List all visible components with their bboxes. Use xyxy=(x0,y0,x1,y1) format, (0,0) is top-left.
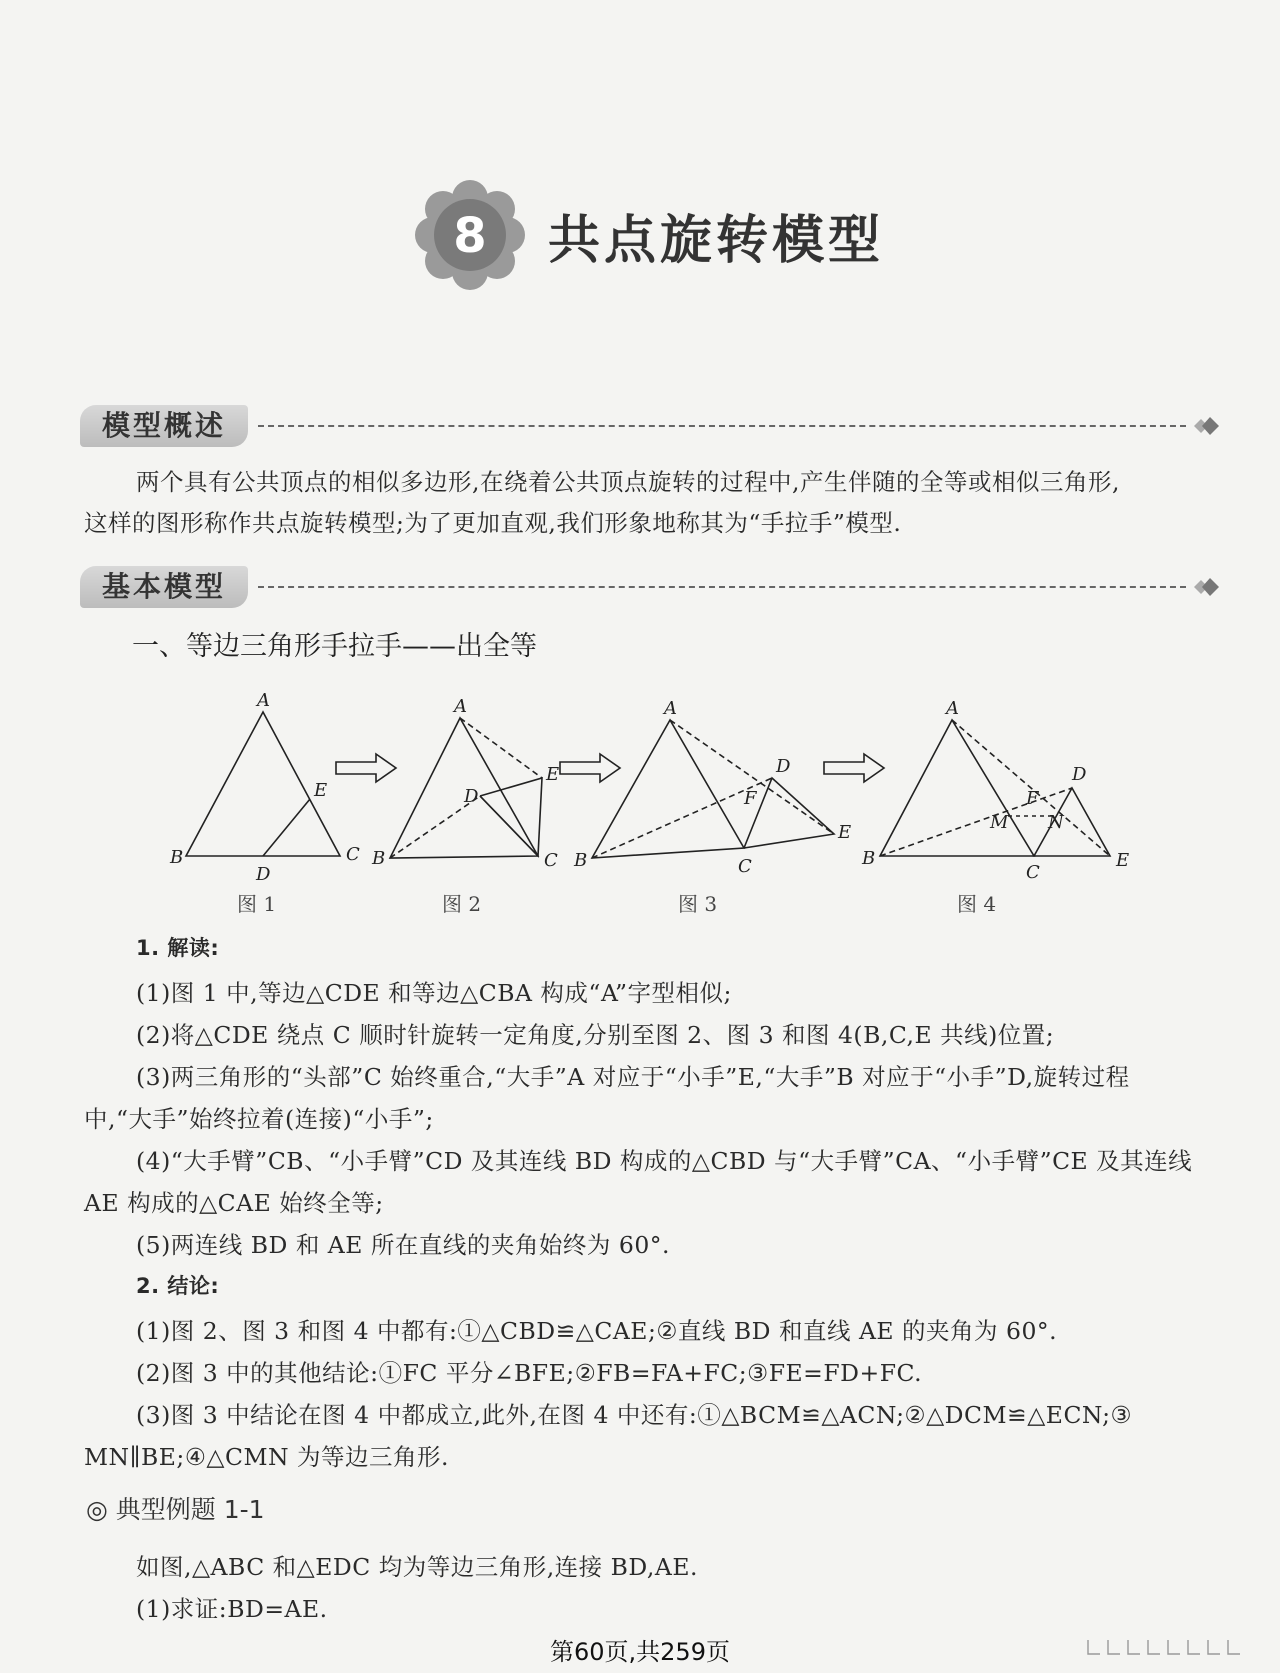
interpretation-line: 中,“大手”始终拉着(连接)“小手”; xyxy=(84,1105,434,1133)
overview-line-2: 这样的图形称作共点旋转模型;为了更加直观,我们形象地称其为“手拉手”模型. xyxy=(84,509,902,537)
label-d: D xyxy=(776,756,791,777)
overview-line-1: 两个具有公共顶点的相似多边形,在绕着公共顶点旋转的过程中,产生伴随的全等或相似三角形, xyxy=(136,468,1120,496)
figure-caption: 图 2 xyxy=(442,892,482,916)
page-indicator: 第60页,共259页 xyxy=(550,1638,730,1666)
figure-3-triangle-abc xyxy=(592,720,744,858)
section-title: 基本模型 xyxy=(80,566,248,608)
label-f: F xyxy=(1026,788,1039,809)
label-d: D xyxy=(256,864,271,885)
figure-2-segment-ae xyxy=(460,718,542,778)
figure-1-segment-de xyxy=(263,799,310,856)
interpretation-line: (4)“大手臂”CB、“小手臂”CD 及其连线 BD 构成的△CBD 与“大手臂”CA、“小手臂”CE 及其连线 xyxy=(136,1147,1193,1175)
section-header-basic-model xyxy=(80,566,1220,610)
label-b: B xyxy=(574,850,588,871)
example-heading: ◎ 典型例题 1-1 xyxy=(86,1495,265,1524)
label-a: A xyxy=(664,698,677,719)
overview-paragraph xyxy=(84,462,1224,544)
chapter-number: 8 xyxy=(453,208,487,264)
section-header-overview xyxy=(80,405,1220,449)
figure-caption: 图 1 xyxy=(237,892,277,916)
conclusion-line: (1)图 2、图 3 和图 4 中都有:①△CBD≌△CAE;②直线 BD 和直线 AE 的夹角为 60°. xyxy=(136,1317,1058,1345)
conclusion-line: MN∥BE;④△CMN 为等边三角形. xyxy=(84,1443,450,1471)
label-n: N xyxy=(1048,812,1064,833)
chapter-number-badge xyxy=(415,180,525,290)
interpretation-line: (2)将△CDE 绕点 C 顺时针旋转一定角度,分别至图 2、图 3 和图 4(B,C,E 共线)位置; xyxy=(136,1021,1055,1049)
label-d: D xyxy=(1072,764,1087,785)
label-a: A xyxy=(257,690,270,711)
figure-4-triangle-abc xyxy=(880,720,1034,856)
example-line: 如图,△ABC 和△EDC 均为等边三角形,连接 BD,AE. xyxy=(136,1553,698,1581)
label-e: E xyxy=(314,780,328,801)
interpretation-line: (3)两三角形的“头部”C 始终重合,“大手”A 对应于“小手”E,“大手”B 对应于“小手”D,旋转过程 xyxy=(136,1063,1130,1091)
label-e: E xyxy=(1116,850,1130,871)
arrow-right-icon xyxy=(560,754,620,782)
conclusion-line: (2)图 3 中的其他结论:①FC 平分∠BFE;②FB=FA+FC;③FE=FD+FC. xyxy=(136,1359,923,1387)
dashed-divider xyxy=(258,425,1186,427)
dashed-divider xyxy=(258,586,1186,588)
figure-2-triangle-cde xyxy=(480,778,542,856)
geometry-figures xyxy=(160,688,1150,888)
figure-caption: 图 3 xyxy=(678,892,718,916)
label-c: C xyxy=(1026,862,1040,883)
figure-4-segment-bd xyxy=(880,788,1072,856)
label-c: C xyxy=(738,856,752,877)
subsection-heading: 一、等边三角形手拉手——出全等 xyxy=(132,631,537,662)
label-b: B xyxy=(862,848,876,869)
interpretation-line: AE 构成的△CAE 始终全等; xyxy=(84,1189,384,1217)
label-e: E xyxy=(838,822,852,843)
label-c: C xyxy=(346,844,360,865)
label-a: A xyxy=(454,696,467,717)
label-a: A xyxy=(946,698,959,719)
label-e: E xyxy=(546,764,560,785)
chapter-title: 共点旋转模型 xyxy=(548,211,885,271)
section-title: 模型概述 xyxy=(80,405,248,447)
label-b: B xyxy=(372,848,386,869)
label-f: F xyxy=(744,788,757,809)
label-d: D xyxy=(464,786,479,807)
interpretation-line: (1)图 1 中,等边△CDE 和等边△CBA 构成“A”字型相似; xyxy=(136,979,732,1007)
diamond-ornament-icon xyxy=(1186,413,1220,439)
arrow-right-icon xyxy=(336,754,396,782)
scroll-handle-icon[interactable] xyxy=(1086,1638,1256,1658)
conclusion-line: (3)图 3 中结论在图 4 中都成立,此外,在图 4 中还有:①△BCM≌△ACN;②△DCM≌△ECN;③ xyxy=(136,1401,1133,1429)
example-line: (1)求证:BD=AE. xyxy=(136,1595,328,1623)
interpretation-line: (5)两连线 BD 和 AE 所在直线的夹角始终为 60°. xyxy=(136,1231,670,1259)
figure-3-segment-ae xyxy=(670,720,834,834)
interpretation-heading: 1. 解读: xyxy=(136,936,220,960)
figure-caption: 图 4 xyxy=(957,892,997,916)
label-b: B xyxy=(170,847,184,868)
arrow-right-icon xyxy=(824,754,884,782)
label-c: C xyxy=(544,850,558,871)
diamond-ornament-icon xyxy=(1186,574,1220,600)
figure-3-triangle-cde xyxy=(744,778,834,848)
label-m: M xyxy=(990,812,1009,833)
conclusion-heading: 2. 结论: xyxy=(136,1274,220,1298)
